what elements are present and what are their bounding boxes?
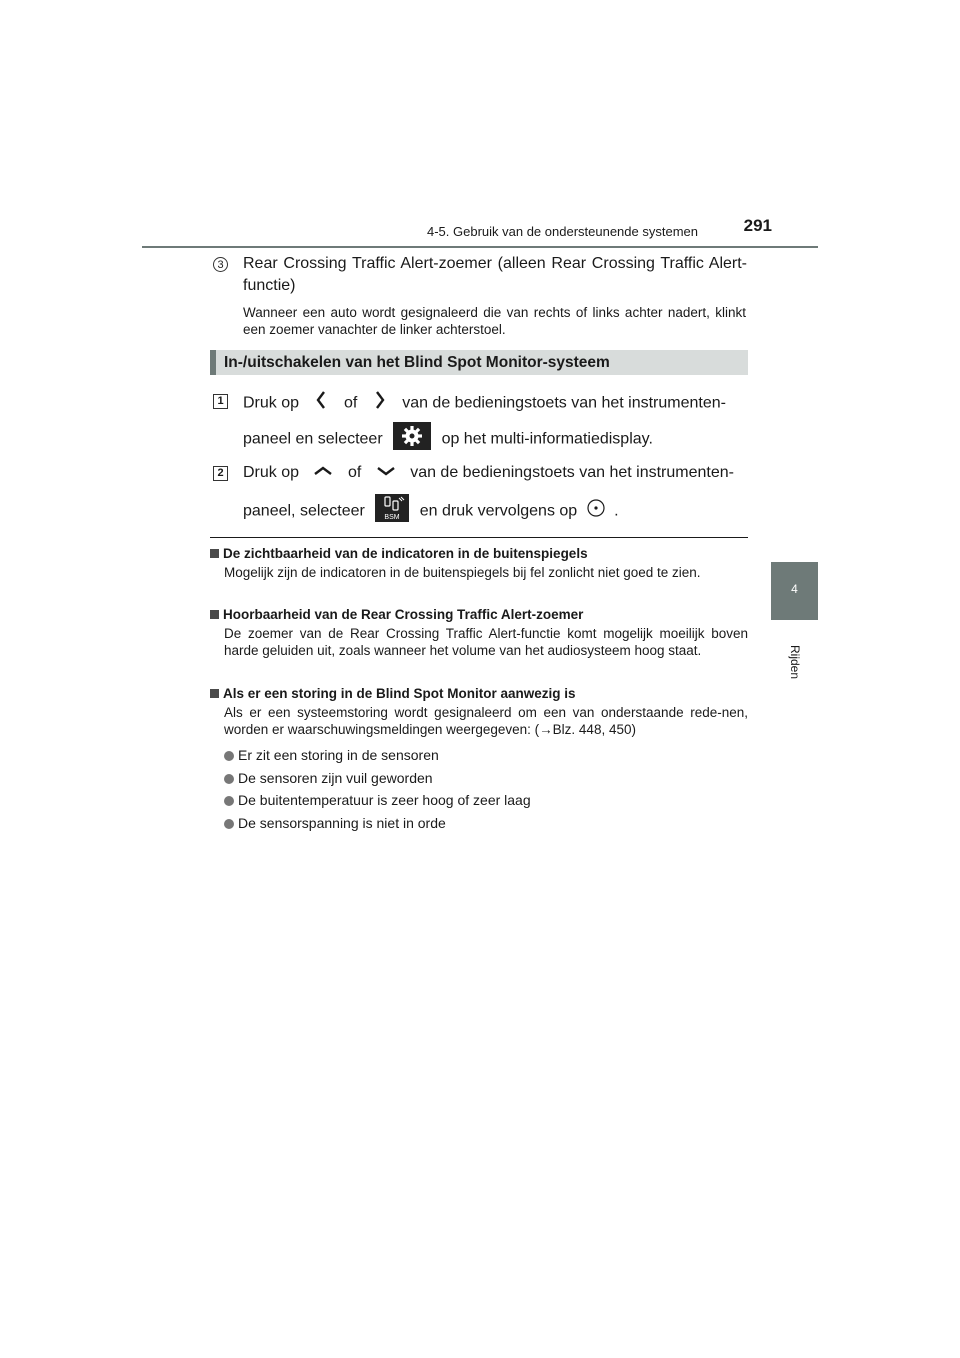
- chapter-tab[interactable]: [771, 562, 818, 620]
- step-1-text-b: of: [343, 394, 358, 412]
- divider: [210, 537, 748, 538]
- step-1-text-a: Druk op: [243, 394, 300, 412]
- step-2-text-a: Druk op: [243, 464, 300, 482]
- page-header: [142, 214, 818, 248]
- chevron-right-icon: [374, 390, 386, 417]
- step-2: [213, 462, 747, 484]
- item-3-description: Wanneer een auto wordt gesignaleerd die van rechts of links achter nadert, klinkt een zoemer vanachter de linker achterstoel.: [243, 305, 746, 337]
- enter-button-icon: [586, 498, 606, 525]
- section-heading: In-/uitschakelen van het Blind Spot Monitor-systeem: [224, 354, 610, 371]
- list-item: De sensorspanning is niet in orde: [224, 814, 446, 832]
- bsm-icon: [375, 494, 409, 529]
- step-number-marker: 2: [213, 466, 228, 481]
- step-2-text-f: .: [614, 502, 619, 520]
- round-bullet-icon: [224, 819, 234, 829]
- note-body: Mogelijk zijn de indicatoren in de buitenspiegels bij fel zonlicht niet goed te zien.: [224, 565, 701, 580]
- bsm-label: BSM: [384, 514, 400, 521]
- note-heading: Als er een storing in de Blind Spot Monitor aanwezig is: [223, 686, 576, 701]
- step-1: [213, 390, 747, 417]
- section-title: 4-5. Gebruik van de ondersteunende systemen: [426, 224, 698, 239]
- step-1-line-2: [243, 422, 653, 457]
- circle-number-marker: 3: [213, 257, 228, 272]
- note-visibility: [210, 545, 748, 581]
- note-heading: Hoorbaarheid van de Rear Crossing Traffic Alert-zoemer: [223, 607, 584, 622]
- step-2-text-c: van de bedieningstoets van het instrumenten-: [410, 464, 734, 482]
- round-bullet-icon: [224, 796, 234, 806]
- round-bullet-icon: [224, 751, 234, 761]
- settings-gear-icon: [393, 422, 431, 457]
- step-2-text-e: en druk vervolgens op: [419, 502, 578, 520]
- list-item: De buitentemperatuur is zeer hoog of zeer laag: [224, 791, 531, 809]
- note-audibility: [210, 606, 748, 659]
- square-bullet-icon: [210, 549, 219, 558]
- step-1-text-d: paneel en selecteer: [243, 430, 383, 448]
- square-bullet-icon: [210, 689, 219, 698]
- note-body: Als er een systeemstoring wordt gesignaleerd om een van onderstaande rede-nen, worden er waarschuwingsmeldingen weergegeven: (→Blz. 448, 450): [224, 705, 748, 737]
- step-2-text-d: paneel, selecteer: [243, 502, 365, 520]
- note-body: De zoemer van de Rear Crossing Traffic Alert-functie komt mogelijk moeilijk boven harde geluiden uit, zoals wanneer het volume van het audiosysteem hoog staat.: [224, 626, 748, 658]
- chapter-label-box: [771, 632, 818, 692]
- note-malfunction: [210, 685, 748, 738]
- list-item: Er zit een storing in de sensoren: [224, 746, 439, 764]
- round-bullet-icon: [224, 774, 234, 784]
- page-number: 291: [743, 216, 772, 235]
- item-3-title: Rear Crossing Traffic Alert-zoemer (alleen Rear Crossing Traffic Alert-functie): [243, 255, 747, 294]
- note-heading: De zichtbaarheid van de indicatoren in de buitenspiegels: [223, 546, 588, 561]
- step-2-line-2: [243, 494, 619, 529]
- square-bullet-icon: [210, 610, 219, 619]
- section-heading-bar: [210, 350, 748, 375]
- chevron-up-icon: [313, 462, 333, 484]
- step-1-text-e: op het multi-informatiedisplay.: [441, 430, 653, 448]
- chapter-number: 4: [791, 582, 798, 596]
- step-2-text-b: of: [347, 464, 362, 482]
- step-number-marker: 1: [213, 394, 228, 409]
- chevron-down-icon: [376, 462, 396, 484]
- chevron-left-icon: [315, 390, 327, 417]
- item-3: [213, 253, 747, 297]
- step-1-text-c: van de bedieningstoets van het instrumenten-: [402, 394, 726, 412]
- list-item: De sensoren zijn vuil geworden: [224, 769, 433, 787]
- chapter-label: Rijden: [787, 644, 802, 680]
